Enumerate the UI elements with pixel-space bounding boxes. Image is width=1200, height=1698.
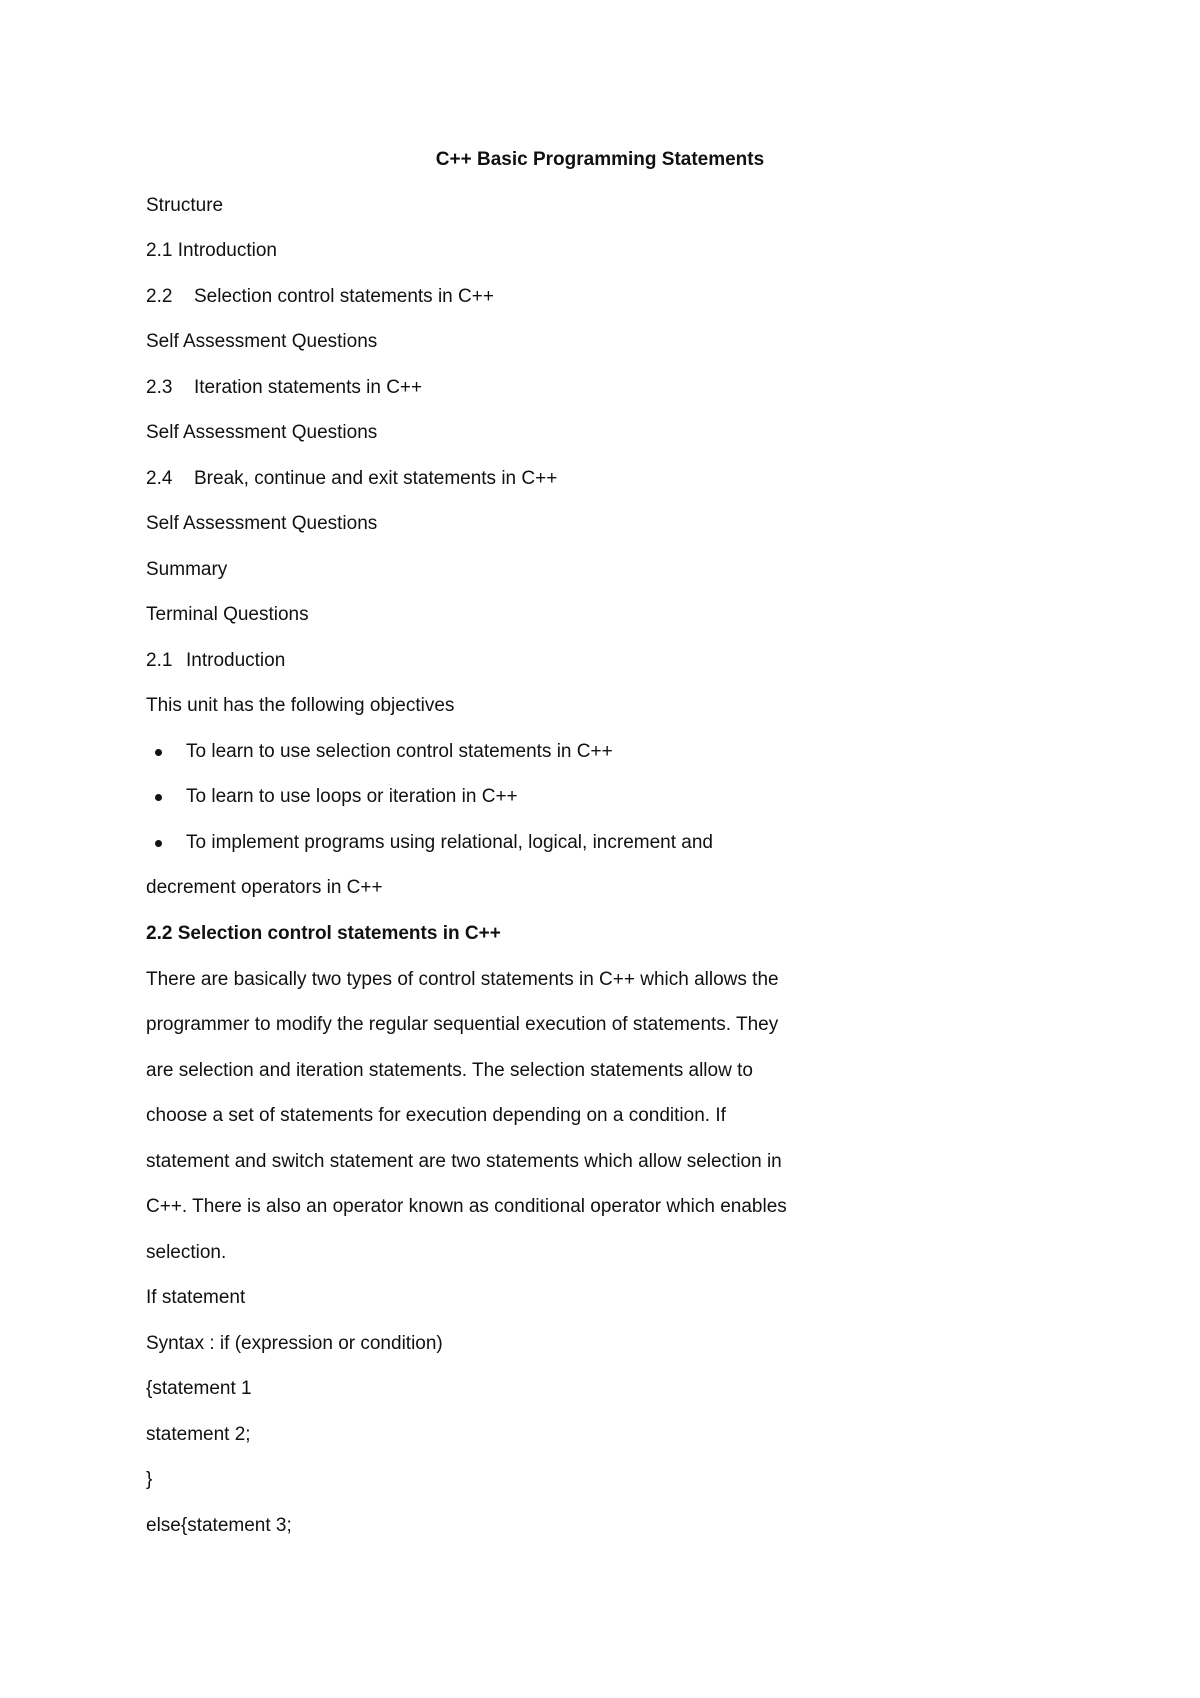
toc-item-2-1 [146, 240, 277, 262]
list-item-text: To learn to use selection control statements in C++ [186, 741, 613, 762]
toc-item-number: 2.3 [146, 377, 173, 398]
toc-item-number: 2.4 [146, 468, 173, 489]
paragraph-line: There are basically two types of control statements in C++ which allows the [146, 969, 779, 990]
code-line: statement 2; [146, 1424, 251, 1445]
toc-self-assessment-3: Self Assessment Questions [146, 513, 378, 534]
toc-self-assessment-1: Self Assessment Questions [146, 331, 378, 352]
toc-summary: Summary [146, 559, 228, 580]
paragraph-line: statement and switch statement are two statements which allow selection in [146, 1151, 782, 1172]
toc-self-assessment-2: Self Assessment Questions [146, 422, 378, 443]
toc-item-label: Break, continue and exit statements in C++ [194, 468, 558, 489]
paragraph-line: are selection and iteration statements. The selection statements allow to [146, 1060, 753, 1081]
if-statement-heading: If statement [146, 1287, 246, 1308]
bullet-icon [155, 794, 162, 801]
section-label: Selection control statements in C++ [177, 923, 501, 944]
toc-item-label: Introduction [177, 240, 277, 261]
toc-item-2-2 [146, 286, 494, 308]
bullet-icon [155, 749, 162, 756]
list-item-text: To implement programs using relational, logical, increment and [186, 832, 713, 853]
section-label: Introduction [186, 650, 286, 671]
paragraph-line: selection. [146, 1242, 227, 1263]
document-title: C++ Basic Programming Statements [435, 149, 765, 170]
list-item-continuation: decrement operators in C++ [146, 877, 383, 898]
section-number: 2.2 [146, 923, 173, 944]
code-line: {statement 1 [146, 1378, 252, 1399]
section-number: 2.1 [146, 650, 173, 671]
toc-structure-label: Structure [146, 195, 224, 216]
paragraph-line: programmer to modify the regular sequential execution of statements. They [146, 1014, 779, 1035]
list-item-text: To learn to use loops or iteration in C++ [186, 786, 518, 807]
code-line: } [146, 1469, 153, 1490]
paragraph-line: C++. There is also an operator known as conditional operator which enables [146, 1196, 787, 1217]
section-heading-introduction [146, 650, 285, 672]
code-line: else{statement 3; [146, 1515, 292, 1536]
code-line: Syntax : if (expression or condition) [146, 1333, 443, 1354]
bullet-icon [155, 840, 162, 847]
toc-item-2-3 [146, 377, 422, 399]
toc-item-number: 2.1 [146, 240, 173, 261]
section-heading-selection [146, 923, 501, 945]
paragraph-line: choose a set of statements for execution depending on a condition. If [146, 1105, 726, 1126]
objectives-lead: This unit has the following objectives [146, 695, 455, 716]
toc-item-label: Iteration statements in C++ [194, 377, 423, 398]
toc-item-number: 2.2 [146, 286, 173, 307]
toc-item-2-4 [146, 468, 557, 490]
toc-item-label: Selection control statements in C++ [194, 286, 494, 307]
toc-terminal-questions: Terminal Questions [146, 604, 309, 625]
